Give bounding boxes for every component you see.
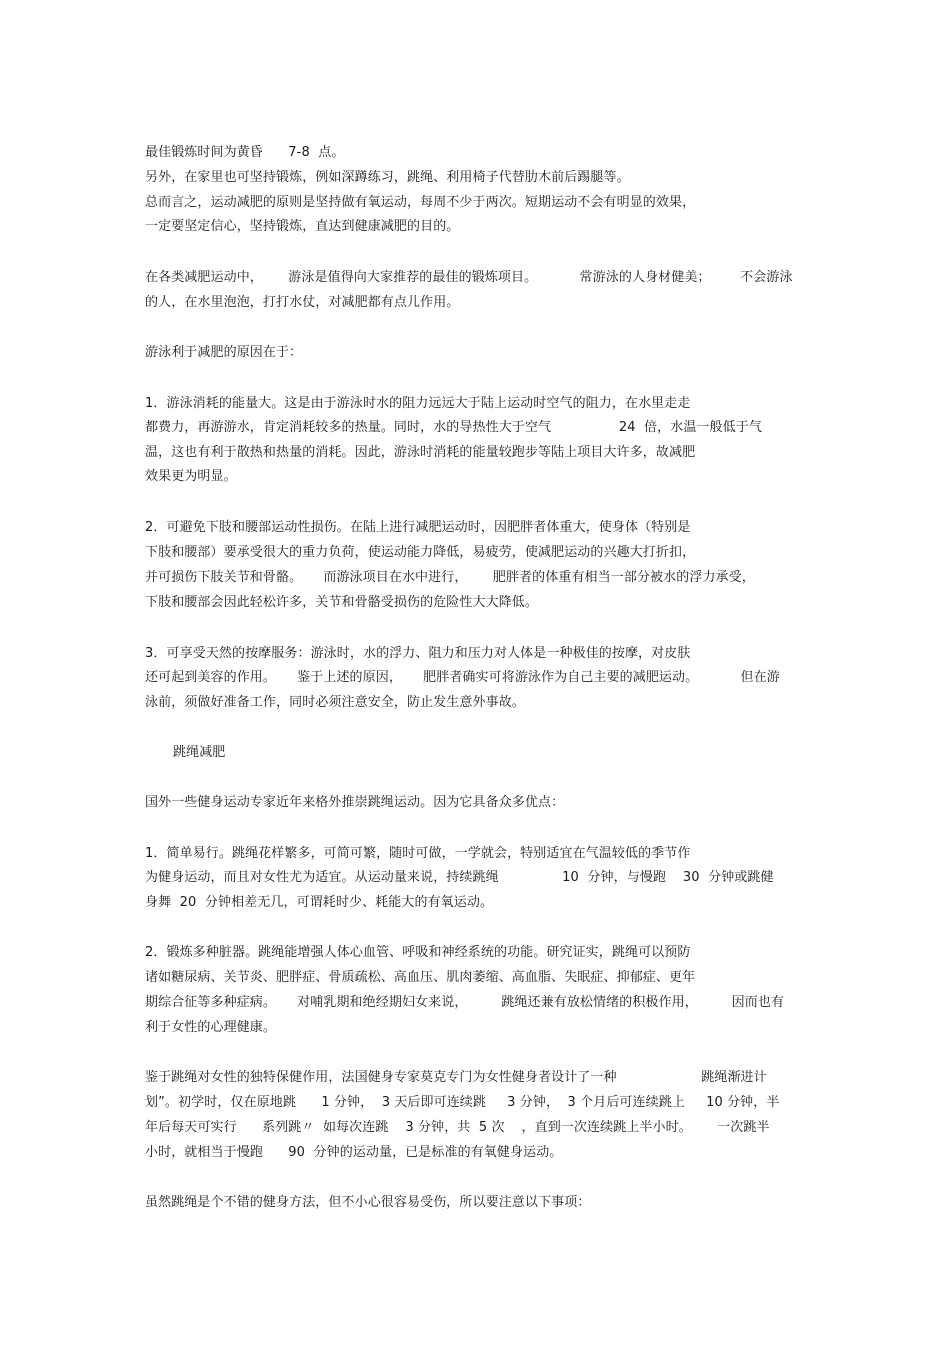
text-line: 利于女性的心理健康。 bbox=[145, 1020, 277, 1035]
text-line: 游泳利于减肥的原因在于： bbox=[145, 345, 303, 360]
text-line: 另外，在家里也可坚持锻炼，例如深蹲练习，跳绳、利用椅子代替肋木前后踢腿等。 bbox=[145, 170, 630, 185]
text-line: 1．简单易行。跳绳花样繁多，可简可繁，随时可做，一学就会，特别适宜在气温较低的季节作 bbox=[145, 846, 691, 861]
text-line: 期综合征等多种症病。 对哺乳期和绝经期妇女来说， 跳绳还兼有放松情绪的积极作用， 因而也有 bbox=[145, 995, 785, 1010]
text-line: 划”。初学时，仅在原地跳 1 分钟， 3 天后即可连续跳 3 分钟， 3 个月后可连续跳上 10 分钟，半 bbox=[145, 1095, 780, 1110]
text-line: 2．可避免下肢和腰部运动性损伤。在陆上进行减肥运动时，因肥胖者体重大，使身体（特别是 bbox=[145, 520, 691, 535]
text-line: 国外一些健身运动专家近年来格外推崇跳绳运动。因为它具备众多优点： bbox=[145, 795, 565, 810]
section-heading: 跳绳减肥 bbox=[173, 745, 226, 760]
text-line: 下肢和腰部会因此轻松许多，关节和骨骼受损伤的危险性大大降低。 bbox=[145, 595, 539, 610]
text-line: 诸如糖尿病、关节炎、肥胖症、骨质疏松、高血压、肌肉萎缩、高血脂、失眠症、抑郁症、更年 bbox=[145, 970, 696, 985]
text-line: 还可起到美容的作用。 鉴于上述的原因， 肥胖者确实可将游泳作为自己主要的减肥运动。 但在游 bbox=[145, 670, 780, 685]
text-line: 身舞 20 分钟相差无几，可谓耗时少、耗能大的有氧运动。 bbox=[145, 895, 494, 910]
text-line: 年后每天可实行 系列跳〃 如每次连跳 3 分钟，共 5 次 ，直到一次连续跳上半小时。 一次跳半 bbox=[145, 1120, 770, 1135]
text-line: 2．锻炼多种脏器。跳绳能增强人体心血管、呼吸和神经系统的功能。研究证实，跳绳可以预防 bbox=[145, 945, 691, 960]
text-line: 并可损伤下肢关节和骨骼。 而游泳项目在水中进行， 肥胖者的体重有相当一部分被水的浮力承受， bbox=[145, 570, 755, 585]
text-line: 3．可享受天然的按摩服务：游泳时，水的浮力、阻力和压力对人体是一种极佳的按摩，对皮肤 bbox=[145, 646, 691, 661]
text-line: 在各类减肥运动中， 游泳是值得向大家推荐的最佳的锻炼项目。 常游泳的人身材健美； 不会游泳 bbox=[145, 270, 793, 285]
text-line: 总而言之，运动减肥的原则是坚持做有氧运动，每周不少于两次。短期运动不会有明显的效果， bbox=[145, 195, 696, 210]
text-line: 最佳锻炼时间为黄昏 7-8 点。 bbox=[145, 145, 345, 160]
text-line: 鉴于跳绳对女性的独特保健作用，法国健身专家莫克专门为女性健身者设计了一种 跳绳渐进计 bbox=[145, 1070, 767, 1085]
text-line: 温，这也有利于散热和热量的消耗。因此，游泳时消耗的能量较跑步等陆上项目大许多，故减肥 bbox=[145, 445, 696, 460]
text-line: 下肢和腰部）要承受很大的重力负荷，使运动能力降低，易疲劳，使减肥运动的兴趣大打折扣， bbox=[145, 545, 696, 560]
text-line: 的人，在水里泡泡，打打水仗，对减肥都有点儿作用。 bbox=[145, 295, 460, 310]
text-line: 为健身运动，而且对女性尤为适宜。从运动量来说，持续跳绳 10 分钟，与慢跑 30 分钟或跳健 bbox=[145, 870, 774, 885]
text-line: 一定要坚定信心，坚持锻炼，直达到健康减肥的目的。 bbox=[145, 219, 460, 234]
text-line: 1．游泳消耗的能量大。这是由于游泳时水的阻力远远大于陆上运动时空气的阻力，在水里走走 bbox=[145, 396, 691, 411]
text-line: 都费力，再游游水，肯定消耗较多的热量。同时，水的导热性大于空气 24 倍，水温一般低于气 bbox=[145, 420, 762, 435]
text-line: 小时，就相当于慢跑 90 分钟的运动量，已是标准的有氧健身运动。 bbox=[145, 1145, 563, 1160]
text-line: 泳前，须做好准备工作，同时必须注意安全，防止发生意外事故。 bbox=[145, 695, 525, 710]
text-line: 效果更为明显。 bbox=[145, 469, 237, 484]
text-line: 虽然跳绳是个不错的健身方法，但不小心很容易受伤，所以要注意以下事项： bbox=[145, 1195, 591, 1210]
